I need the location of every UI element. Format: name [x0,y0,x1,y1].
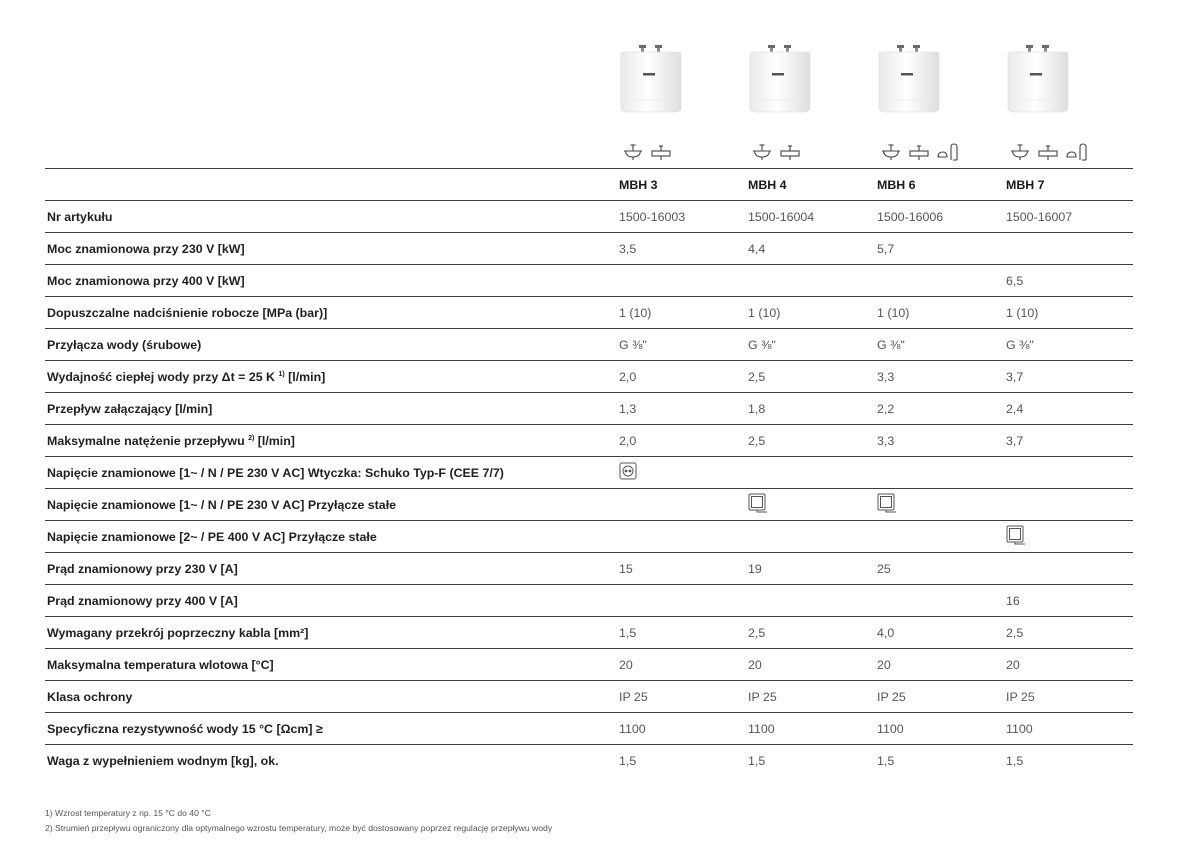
usage-icon-group [1009,138,1087,166]
usage-icon-group [622,138,672,166]
table-row [45,617,1133,649]
row-label-text: Wymagany przekrój poprzeczny kabla [mm²] [47,625,309,640]
table-row [45,393,1133,425]
row-label-text: Dopuszczalne nadciśnienie robocze [MPa (bar)] [47,305,328,320]
row-label [45,425,617,457]
row-label-text: Napięcie znamionowe [1~ / N / PE 230 V AC] Wtyczka: Schuko Typ-F (CEE 7/7) [47,465,504,480]
table-row [45,649,1133,681]
row-label-text: Przepływ załączający [l/min] [47,401,213,416]
footnote-ref: 1) [278,370,285,378]
row-label [45,617,617,649]
table-cell: 2,2 [875,393,1004,425]
table-cell [1004,553,1133,585]
table-cell-icon [1004,489,1133,521]
model-header: MBH 7 [1004,169,1133,201]
table-cell: 5,7 [875,233,1004,265]
table-row [45,713,1133,745]
footnote: 1) Wzrost temperatury z np. 15 °C do 40 °C [45,808,211,818]
table-cell-icon [617,521,746,553]
row-label-text: Klasa ochrony [47,689,133,704]
model-header: MBH 6 [875,169,1004,201]
table-row [45,297,1133,329]
table-row [45,745,1133,777]
washbasin-icon [1009,143,1031,161]
table-cell: G ⅜" [617,329,746,361]
table-row [45,681,1133,713]
table-cell [617,585,746,617]
model-header: MBH 3 [617,169,746,201]
model-header-row [45,169,1133,201]
table-row [45,457,1133,489]
row-label-unit: [l/min] [284,369,326,384]
table-cell-icon [1004,457,1133,489]
footnote-ref: 2) [248,434,255,442]
table-cell: 3,7 [1004,361,1133,393]
table-cell: 1500-16003 [617,201,746,233]
row-label [45,681,617,713]
table-cell: 1500-16006 [875,201,1004,233]
row-label-text: Prąd znamionowy przy 230 V [A] [47,561,238,576]
table-cell: 1100 [746,713,875,745]
table-cell: 1 (10) [746,297,875,329]
table-row [45,553,1133,585]
table-row [45,585,1133,617]
table-cell: 20 [746,649,875,681]
table-cell-icon [617,457,746,489]
row-label [45,585,617,617]
table-cell [746,265,875,297]
product-image [740,40,820,120]
footnote: 2) Strumień przepływu ograniczony dla optymalnego wzrostu temperatury, może być dostosowany poprzez regulację przepływu wody [45,822,553,833]
usage-icon-group [751,138,801,166]
table-cell-icon [746,489,875,521]
row-label [45,553,617,585]
row-label [45,489,617,521]
row-label [45,233,617,265]
table-cell: 1,8 [746,393,875,425]
row-label [45,361,617,393]
row-label [45,649,617,681]
table-cell: 2,0 [617,425,746,457]
row-label-text: Maksymalna temperatura wlotowa [°C] [47,657,274,672]
table-cell: IP 25 [1004,681,1133,713]
row-label-text: Waga z wypełnieniem wodnym [kg], ok. [47,753,279,768]
table-row [45,425,1133,457]
table-row [45,361,1133,393]
row-label [45,265,617,297]
table-cell: IP 25 [617,681,746,713]
row-label [45,201,617,233]
table-cell: 1100 [617,713,746,745]
row-label-text: Moc znamionowa przy 230 V [kW] [47,241,245,256]
sink-icon [650,143,672,161]
table-cell [875,585,1004,617]
table-cell: 20 [617,649,746,681]
table-row [45,521,1133,553]
table-cell: 2,5 [1004,617,1133,649]
table-row [45,329,1133,361]
table-cell: 25 [875,553,1004,585]
table-cell: 1100 [1004,713,1133,745]
table-cell: 1500-16007 [1004,201,1133,233]
table-cell: 1 (10) [617,297,746,329]
table-row [45,489,1133,521]
table-row [45,233,1133,265]
table-cell [746,585,875,617]
shower-icon [1065,143,1087,161]
table-cell: 1100 [875,713,1004,745]
row-label-text: Specyficzna rezystywność wody 15 °C [Ωcm] ≥ [47,721,323,736]
table-cell [875,265,1004,297]
table-cell: 1,5 [746,745,875,777]
table-cell: 1 (10) [1004,297,1133,329]
table-cell-icon [875,489,1004,521]
table-cell: 2,4 [1004,393,1133,425]
row-label-text: Maksymalne natężenie przepływu [47,433,245,448]
table-cell: 19 [746,553,875,585]
table-cell: IP 25 [746,681,875,713]
spec-table [45,168,1133,776]
table-cell: 3,7 [1004,425,1133,457]
table-cell: IP 25 [875,681,1004,713]
sink-icon [779,143,801,161]
shower-icon [936,143,958,161]
washbasin-icon [622,143,644,161]
model-header: MBH 4 [746,169,875,201]
table-cell: 1,5 [617,617,746,649]
row-label-text: Nr artykułu [47,209,113,224]
usage-icon-group [880,138,958,166]
row-label [45,713,617,745]
table-cell: 4,0 [875,617,1004,649]
table-cell: G ⅜" [746,329,875,361]
product-image [869,40,949,120]
table-cell [617,265,746,297]
row-label [45,745,617,777]
row-label-unit: [l/min] [254,433,295,448]
table-cell: 15 [617,553,746,585]
table-cell: 16 [1004,585,1133,617]
fixed-connection-icon [1006,525,1026,548]
table-cell: 6,5 [1004,265,1133,297]
table-cell-icon [746,521,875,553]
table-cell-icon [617,489,746,521]
product-images [617,40,1109,120]
table-cell-icon [1004,521,1133,553]
table-cell: 1,3 [617,393,746,425]
row-label [45,457,617,489]
table-cell: G ⅜" [1004,329,1133,361]
usage-icons [617,138,1109,166]
table-cell: 2,5 [746,617,875,649]
row-label [45,297,617,329]
table-cell-icon [746,457,875,489]
table-cell: 2,0 [617,361,746,393]
table-cell: 1,5 [617,745,746,777]
row-label-text: Wydajność ciepłej wody przy Δt = 25 K [47,369,275,384]
product-image [998,40,1078,120]
row-label-text: Napięcie znamionowe [2~ / PE 400 V AC] Przyłącze stałe [47,529,377,544]
row-label [45,521,617,553]
table-cell: 1,5 [875,745,1004,777]
table-cell: 3,5 [617,233,746,265]
table-cell: 1500-16004 [746,201,875,233]
footnotes [45,806,552,835]
sink-icon [1037,143,1059,161]
table-cell-icon [875,457,1004,489]
product-image [611,40,691,120]
table-cell: 2,5 [746,361,875,393]
table-row [45,265,1133,297]
table-cell: 3,3 [875,425,1004,457]
table-cell: 20 [1004,649,1133,681]
fixed-connection-icon [748,493,768,516]
schuko-plug-icon [619,462,637,483]
table-cell: 2,5 [746,425,875,457]
table-cell: 1,5 [1004,745,1133,777]
row-label-text: Przyłącza wody (śrubowe) [47,337,202,352]
row-label-text: Prąd znamionowy przy 400 V [A] [47,593,238,608]
row-label [45,329,617,361]
row-label [45,393,617,425]
washbasin-icon [751,143,773,161]
fixed-connection-icon [877,493,897,516]
table-row [45,201,1133,233]
table-cell [1004,233,1133,265]
washbasin-icon [880,143,902,161]
table-cell: G ⅜" [875,329,1004,361]
table-cell: 3,3 [875,361,1004,393]
header-blank [45,169,617,201]
table-cell-icon [875,521,1004,553]
table-cell: 20 [875,649,1004,681]
table-cell: 1 (10) [875,297,1004,329]
sink-icon [908,143,930,161]
table-cell: 4,4 [746,233,875,265]
row-label-text: Napięcie znamionowe [1~ / N / PE 230 V AC] Przyłącze stałe [47,497,397,512]
row-label-text: Moc znamionowa przy 400 V [kW] [47,273,245,288]
